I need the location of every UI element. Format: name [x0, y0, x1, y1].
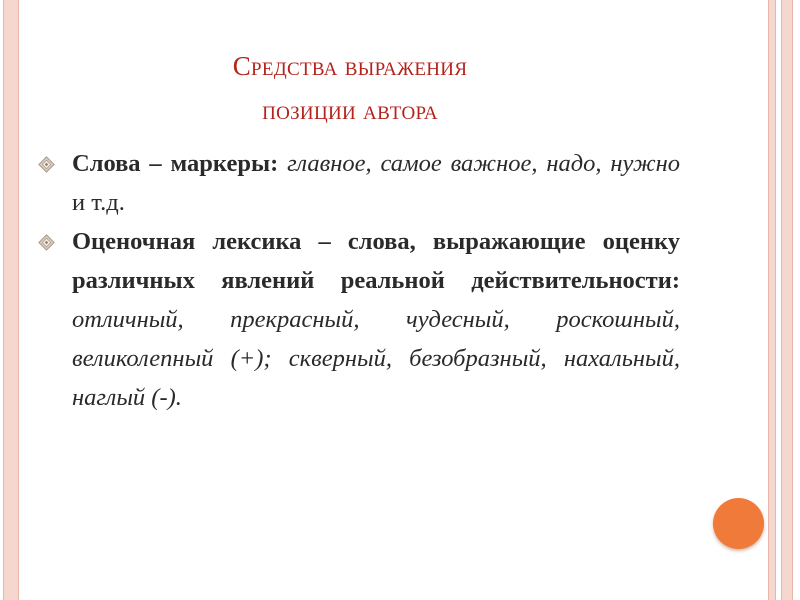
bullet-tail: и т.д.: [72, 189, 125, 216]
bullet-term: Слова – маркеры:: [72, 150, 279, 177]
slide-title-line-1: Средства выражения: [232, 51, 468, 81]
bullet-item-evaluative-lexicon: [72, 222, 680, 417]
right-decor-stripe-inner: [768, 0, 776, 600]
bullet-examples: главное, самое важное, надо, нужно: [287, 150, 681, 177]
bullet-term: Оценочная лексика – слова, выражающие оценку различных явлений реальной действительности:: [72, 228, 680, 294]
orange-circle-decoration: [713, 498, 764, 549]
diamond-bullet-icon: [38, 156, 55, 173]
diamond-bullet-icon: [38, 234, 55, 251]
bullet-item-markers: [72, 144, 680, 222]
slide-title: [150, 44, 550, 132]
bullet-list: [72, 144, 680, 417]
slide-title-line-2: позиции автора: [262, 95, 438, 125]
right-decor-stripe-outer: [781, 0, 793, 600]
left-decor-stripe: [3, 0, 19, 600]
bullet-examples: отличный, прекрасный, чудесный, роскошный, великолепный (+); скверный, безобразный, нахальный, наглый (-).: [72, 306, 680, 411]
